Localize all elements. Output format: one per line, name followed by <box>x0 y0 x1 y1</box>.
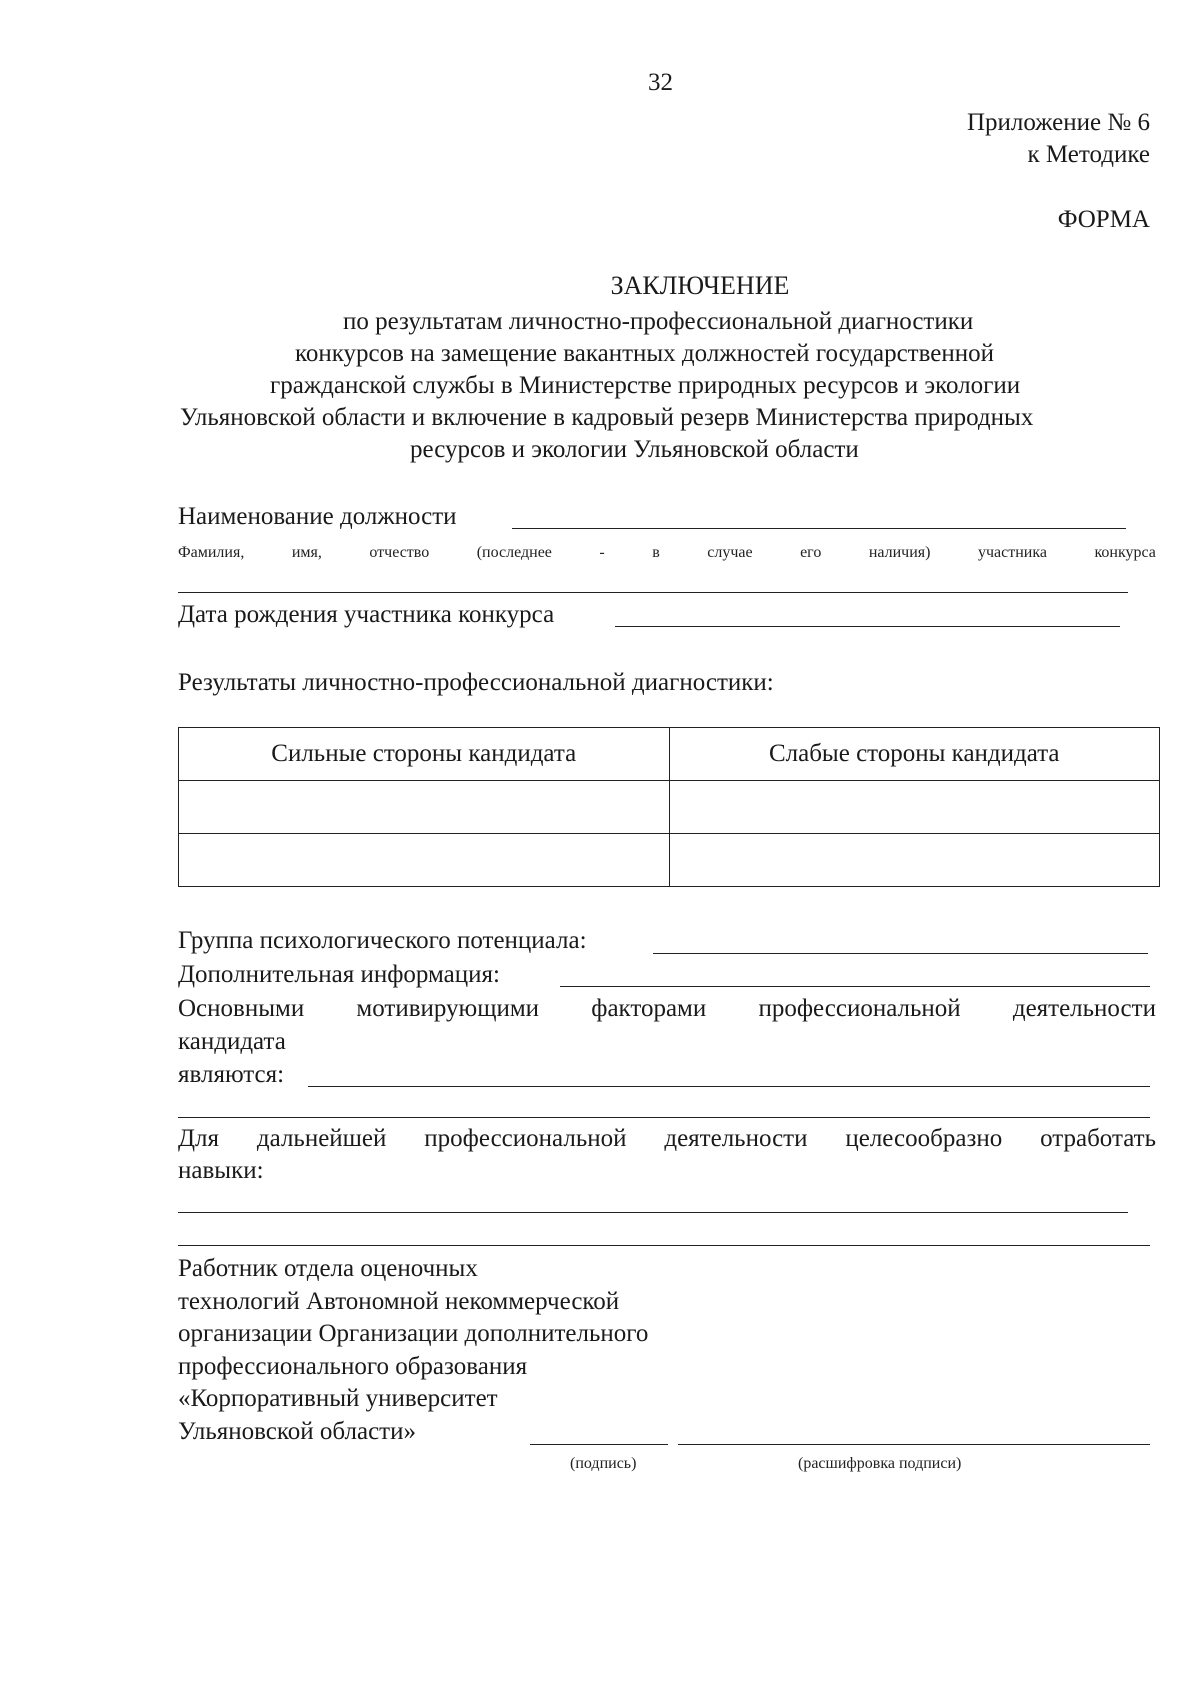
fio-word: имя, <box>291 544 322 561</box>
motiv-word: мотивирующими <box>356 995 540 1022</box>
fio-input-line[interactable] <box>178 592 1128 593</box>
results-label: Результаты личностно-профессиональной диагностики: <box>178 669 774 696</box>
signature-decoding-input-line[interactable] <box>678 1444 1150 1445</box>
page-number: 32 <box>648 69 673 96</box>
skills-word: дальнейшей <box>256 1125 387 1152</box>
motivating-factors-input-line-1[interactable] <box>308 1086 1150 1087</box>
table-header-row <box>179 728 1160 781</box>
motivating-factors-input-line-2[interactable] <box>178 1117 1150 1118</box>
fio-word: отчество <box>369 544 430 561</box>
skills-line-1 <box>178 1124 1156 1154</box>
document-heading: ЗАКЛЮЧЕНИЕ <box>610 271 790 300</box>
skills-input-line-1[interactable] <box>178 1212 1128 1213</box>
skills-word: целесообразно <box>845 1125 1003 1152</box>
skills-word: Для <box>178 1125 220 1152</box>
fio-word: в <box>652 544 660 561</box>
appendix-line-2: к Методике <box>1027 141 1150 168</box>
title-line-1: по результатам личностно-профессиональной диагностики <box>343 308 974 335</box>
signatory-line-2: технологий Автономной некоммерческой <box>178 1287 620 1315</box>
fio-label <box>178 543 1156 563</box>
fio-word: его <box>800 544 822 561</box>
appendix-reference <box>967 108 1150 170</box>
motiv-word: профессиональной <box>758 995 961 1022</box>
table-row <box>179 781 1160 834</box>
weaknesses-cell[interactable] <box>669 781 1160 834</box>
birthdate-label: Дата рождения участника конкурса <box>178 601 555 628</box>
signature-input-line[interactable] <box>530 1444 668 1445</box>
motiv-word: деятельности <box>1012 995 1156 1022</box>
signature-caption: (подпись) <box>570 1455 637 1472</box>
signature-decoding-caption: (расшифровка подписи) <box>798 1455 962 1472</box>
fio-word: случае <box>707 544 753 561</box>
signatory-line-1: Работник отдела оценочных <box>178 1255 478 1282</box>
additional-info-input-line[interactable] <box>560 986 1150 987</box>
motivating-factors-line-3: являются: <box>178 1061 285 1088</box>
motivating-factors-line-1 <box>178 994 1156 1024</box>
strengths-cell[interactable] <box>179 781 670 834</box>
table-row <box>179 834 1160 887</box>
skills-input-line-2[interactable] <box>178 1245 1150 1246</box>
motiv-word: факторами <box>591 995 707 1022</box>
group-label: Группа психологического потенциала: <box>178 927 587 954</box>
fio-word: (последнее <box>476 544 552 561</box>
strengths-weaknesses-table <box>178 727 1160 887</box>
motiv-word: Основными <box>178 995 305 1022</box>
title-line-5: ресурсов и экологии Ульяновской области <box>410 436 859 463</box>
position-label: Наименование должности <box>178 503 457 530</box>
birthdate-input-line[interactable] <box>615 626 1120 627</box>
signatory-line-6: Ульяновской области» <box>178 1417 416 1445</box>
skills-word: деятельности <box>664 1125 808 1152</box>
fio-word: Фамилия, <box>178 544 245 561</box>
strengths-header: Сильные стороны кандидата <box>179 728 670 781</box>
skills-word: профессиональной <box>424 1125 627 1152</box>
signatory-block <box>178 1253 648 1448</box>
weaknesses-cell[interactable] <box>669 834 1160 887</box>
strengths-cell[interactable] <box>179 834 670 887</box>
additional-info-label: Дополнительная информация: <box>178 961 500 988</box>
appendix-line-1: Приложение № 6 <box>966 109 1150 136</box>
title-line-4: Ульяновской области и включение в кадровый резерв Министерства природных <box>180 404 1034 431</box>
weaknesses-header: Слабые стороны кандидата <box>669 728 1160 781</box>
skills-line-2: навыки: <box>178 1157 264 1184</box>
position-input-line[interactable] <box>512 528 1126 529</box>
group-input-line[interactable] <box>653 953 1148 954</box>
fio-word: наличия) <box>868 544 931 561</box>
form-label: ФОРМА <box>1057 206 1150 233</box>
title-line-3: гражданской службы в Министерстве природных ресурсов и экологии <box>270 372 1021 399</box>
title-line-2: конкурсов на замещение вакантных должностей государственной <box>295 340 994 367</box>
fio-word: участника <box>977 544 1047 561</box>
signatory-line-3: организации Организации дополнительного <box>178 1320 649 1347</box>
fio-word: - <box>599 544 605 561</box>
fio-word: конкурса <box>1094 544 1156 561</box>
signatory-line-4: профессионального образования <box>178 1352 528 1380</box>
skills-word: отработать <box>1040 1125 1156 1152</box>
signatory-line-5: «Корпоративный университет <box>178 1385 498 1412</box>
motivating-factors-line-2: кандидата <box>178 1028 286 1055</box>
